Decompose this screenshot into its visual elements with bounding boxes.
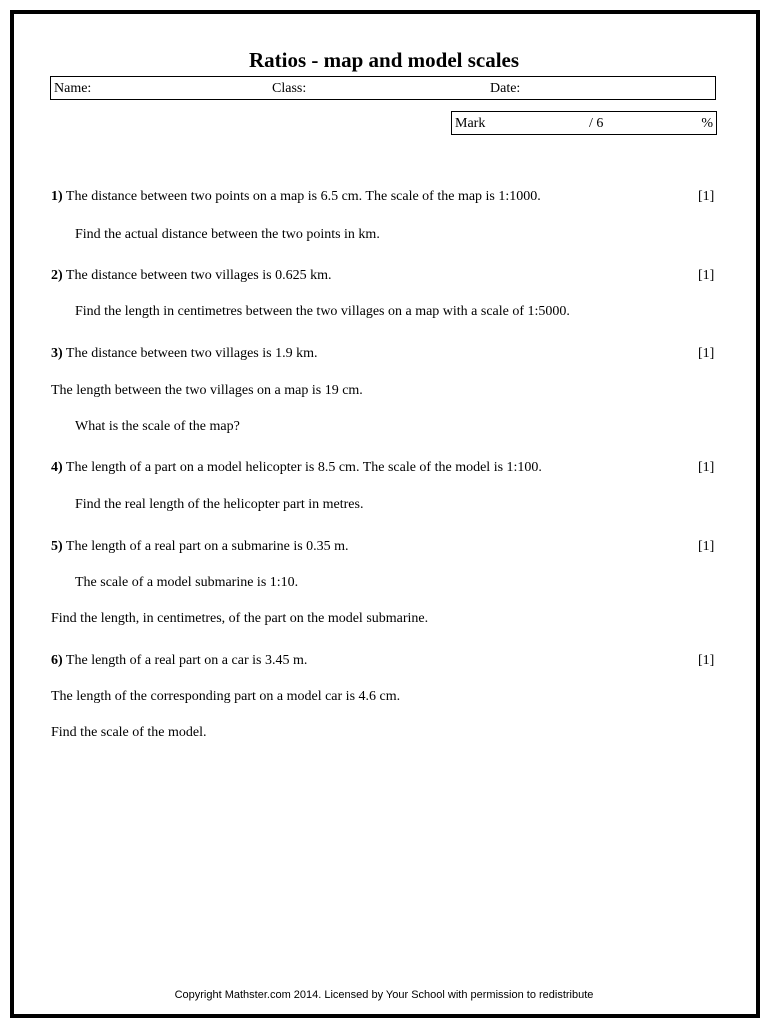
question-text: The distance between two points on a map is 6.5 cm. The scale of the map is 1:1000.	[65, 189, 541, 204]
question-text: The length of a real part on a submarine is 0.35 m.	[65, 539, 349, 554]
page-border	[10, 10, 760, 1018]
copyright-footer: Copyright Mathster.com 2014. Licensed by Your School with permission to redistribute	[174, 989, 594, 1001]
name-label: Name:	[54, 81, 92, 96]
mark-percent: %	[701, 116, 713, 131]
question-text: Find the real length of the helicopter part in metres.	[75, 497, 364, 512]
question-marks: [1]	[698, 460, 715, 475]
question-3	[51, 346, 317, 362]
question-text: Find the actual distance between the two points in km.	[75, 227, 380, 242]
question-number: 4)	[51, 460, 63, 475]
student-info-box	[50, 76, 716, 100]
question-number: 5)	[51, 539, 63, 554]
question-number: 3)	[51, 346, 63, 361]
question-text: The length of a part on a model helicopter is 8.5 cm. The scale of the model is 1:100.	[65, 460, 542, 475]
question-text: The length of the corresponding part on a model car is 4.6 cm.	[51, 689, 401, 704]
question-5	[51, 539, 349, 555]
question-text: The length of a real part on a car is 3.45 m.	[65, 653, 308, 668]
question-number: 1)	[51, 189, 63, 204]
question-marks: [1]	[698, 539, 715, 554]
question-1	[51, 189, 541, 205]
question-number: 2)	[51, 268, 63, 283]
question-2	[51, 268, 331, 284]
question-text: The length between the two villages on a map is 19 cm.	[51, 383, 363, 398]
question-marks: [1]	[698, 268, 715, 283]
mark-box	[451, 111, 717, 135]
question-marks: [1]	[698, 653, 715, 668]
mark-total: / 6	[589, 116, 604, 131]
question-marks: [1]	[698, 346, 715, 361]
class-label: Class:	[272, 81, 307, 96]
question-number: 6)	[51, 653, 63, 668]
question-text: The distance between two villages is 0.625 km.	[65, 268, 332, 283]
question-marks: [1]	[698, 189, 715, 204]
question-text: What is the scale of the map?	[75, 419, 240, 434]
worksheet-title: Ratios - map and model scales	[248, 48, 520, 72]
question-text: Find the length in centimetres between the two villages on a map with a scale of 1:5000.	[75, 304, 570, 319]
question-text: Find the length, in centimetres, of the part on the model submarine.	[51, 611, 429, 626]
mark-label: Mark	[455, 116, 486, 131]
question-text: The distance between two villages is 1.9 km.	[65, 346, 318, 361]
question-6	[51, 653, 307, 669]
question-text: The scale of a model submarine is 1:10.	[75, 575, 299, 590]
date-label: Date:	[490, 81, 521, 96]
question-text: Find the scale of the model.	[51, 725, 207, 740]
question-4	[51, 460, 542, 476]
